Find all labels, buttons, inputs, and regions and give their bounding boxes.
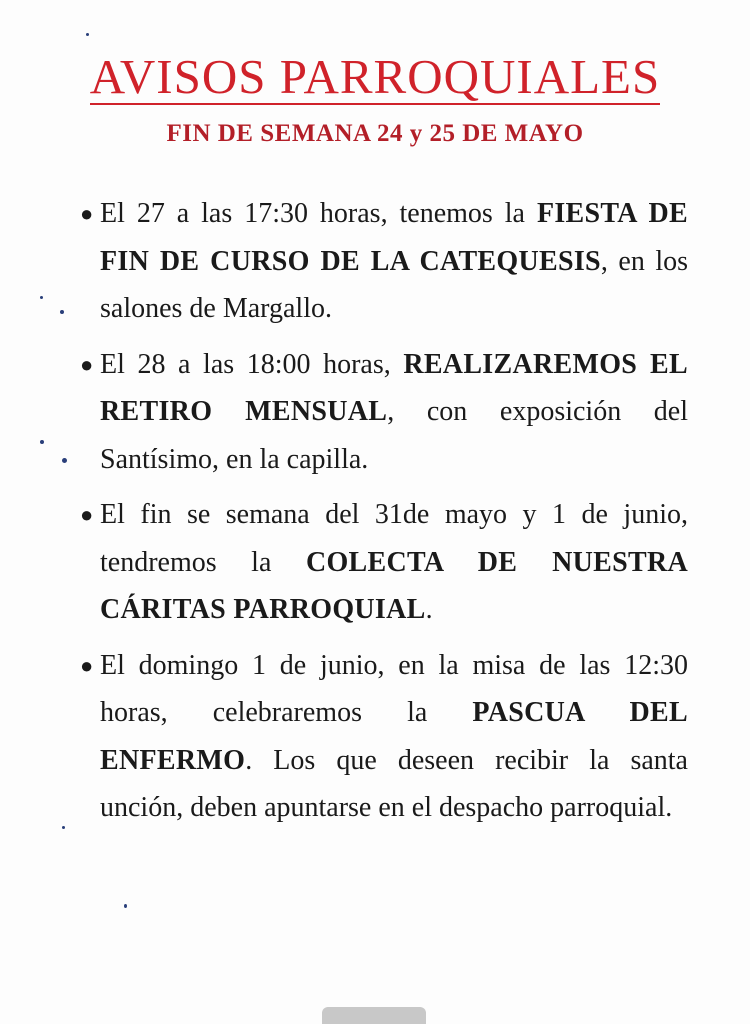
scan-speck [40,296,43,299]
notice-item [80,341,689,484]
notice-text: El domingo 1 de junio, en la misa de las 12:30 horas, celebraremos la [100,649,688,728]
page-title [0,49,750,105]
notice-highlight: PASCUA DEL ENFERMO [100,697,688,776]
notice-item [80,491,689,634]
notice-item [80,190,689,333]
page-title-text: AVISOS PARROQUIALES [89,49,661,104]
notice-text: El 28 a las 18:00 horas, [100,348,404,380]
scan-speck [40,440,44,444]
notice-text: . Los que deseen recibir la santa unción, deben apuntarse en el despacho parroquial. [100,744,688,823]
bullet-icon: ● [80,351,94,377]
notice-highlight: FIESTA DE FIN DE CURSO DE LA CATEQUESIS [100,198,689,277]
scan-speck [86,33,89,36]
notice-item [80,642,688,832]
scan-speck [124,904,127,908]
notice-text: El fin se semana del 31de mayo y 1 de junio, tendremos la [100,499,688,578]
notices-list [80,190,689,840]
notice-text: El 27 a las 17:30 horas, tenemos la [100,198,537,229]
scan-speck [62,826,65,829]
notice-highlight: COLECTA DE NUESTRA CÁRITAS PARROQUIAL [100,546,689,625]
notice-text: . [425,594,433,625]
bullet-icon: ● [80,502,94,527]
notice-text: , con exposición del Santísimo, en la capilla. [100,396,688,475]
bullet-icon: ● [80,652,94,678]
notice-highlight: REALIZAREMOS EL RETIRO MENSUAL [100,348,689,427]
page-subtitle: FIN DE SEMANA 24 y 25 DE MAYO [166,120,584,147]
scan-speck [62,458,67,463]
scan-speck [60,310,64,314]
bottom-tab [322,1007,426,1024]
notice-text: , en los salones de Margallo. [100,245,688,324]
bullet-icon: ● [80,201,94,226]
